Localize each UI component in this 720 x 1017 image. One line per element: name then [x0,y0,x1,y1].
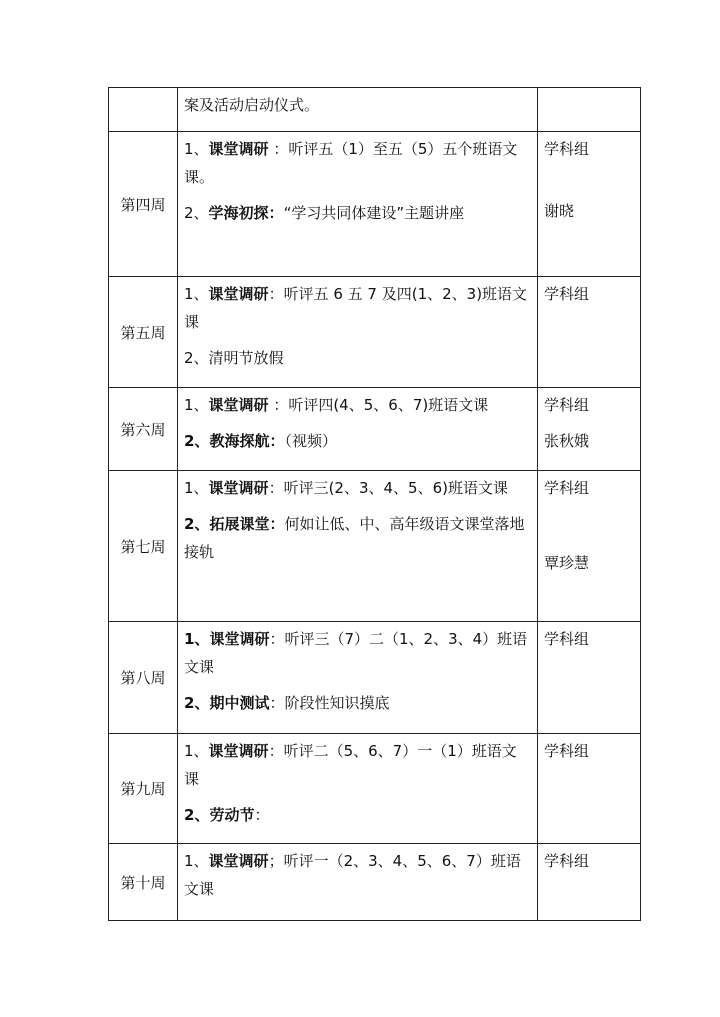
activity-item [184,847,531,903]
owner-name: 学科组 [544,479,590,497]
owner-name: 张秋娥 [544,432,590,450]
item-number: 1、 [184,630,210,648]
content-cell [178,734,538,844]
week-cell: 第十周 [109,844,178,921]
activity-item [184,135,531,191]
activity-text: ： [254,806,270,824]
activity-text: ：听评二（5、6、7）一（1）班语文课 [184,742,517,788]
activity-title: 教海探航： [209,432,285,450]
owner-cell [538,734,641,844]
owner-cell [538,622,641,734]
activity-text: 案及活动启动仪式。 [184,96,320,114]
owner-name: 学科组 [544,852,590,870]
activity-text: ：听评五 6 五 7 及四(1、2、3)班语文课 [184,285,528,331]
activity-text: ：听评三（7）二（1、2、3、4）班语文课 [184,630,528,676]
content-cell [178,622,538,734]
activity-title: 课堂调研 [208,285,269,303]
activity-title: 劳动节 [209,806,255,824]
item-number: 2、 [184,515,210,533]
activity-text: 何如让低、中、高年级语文课堂落地接轨 [184,515,525,561]
owner-name: 学科组 [544,742,590,760]
owner-cell [538,132,641,277]
activity-title: 课堂调研 [209,630,270,648]
table-row [109,471,641,622]
activity-text: ：听评五（1）至五（5）五个班语文课。 [184,140,518,186]
table-row [109,88,641,132]
activity-item [184,427,531,455]
item-number: 1、 [184,479,209,497]
week-cell [109,88,178,132]
activity-item [184,801,531,829]
item-number: 2、 [184,694,210,712]
table-row [109,277,641,388]
item-number: 1、 [184,742,209,760]
activity-text: ；听评一（2、3、4、5、6、7）班语文课 [184,852,521,898]
activity-title: 学海初探： [208,204,284,222]
table-row [109,388,641,471]
table-row [109,622,641,734]
owner-name: 学科组 [544,396,590,414]
activity-item [184,91,531,119]
table-row [109,844,641,921]
activity-title: 课堂调研 [208,140,269,158]
activity-item [184,737,531,793]
content-cell [178,132,538,277]
item-number: 1、 [184,396,209,414]
activity-item [184,391,531,419]
owner-name: 学科组 [544,140,590,158]
content-cell [178,388,538,471]
activity-title: 期中测试 [209,694,270,712]
owner-cell [538,277,641,388]
activity-item [184,689,531,717]
activity-item [184,474,531,502]
activity-text: ：听评三(2、3、4、5、6)班语文课 [268,479,508,497]
week-cell: 第八周 [109,622,178,734]
activity-text: （视频） [284,432,337,450]
activity-item [184,199,531,227]
content-cell [178,844,538,921]
activity-title: 课堂调研 [208,742,269,760]
item-number: 2、 [184,204,209,222]
week-cell: 第四周 [109,132,178,277]
week-cell: 第五周 [109,277,178,388]
item-number: 2、 [184,806,210,824]
activity-title: 课堂调研 [208,852,269,870]
owner-cell [538,88,641,132]
owner-cell [538,471,641,622]
schedule-table [108,87,641,921]
activity-text: ：听评四(4、5、6、7)班语文课 [268,396,489,414]
item-number: 1、 [184,852,209,870]
content-cell [178,277,538,388]
item-number: 2、 [184,432,210,450]
owner-cell [538,844,641,921]
activity-text: ：阶段性知识摸底 [269,694,390,712]
activity-title: 课堂调研 [208,479,269,497]
activity-item [184,510,531,566]
item-number: 2、 [184,349,209,367]
owner-name: 学科组 [544,630,590,648]
activity-title: 拓展课堂： [209,515,285,533]
content-cell [178,471,538,622]
table-row [109,734,641,844]
activity-title: 课堂调研 [208,396,269,414]
week-cell: 第六周 [109,388,178,471]
activity-item [184,625,531,681]
owner-cell [538,388,641,471]
week-cell: 第七周 [109,471,178,622]
owner-name: 学科组 [544,285,590,303]
item-number: 1、 [184,140,209,158]
owner-name: 覃珍慧 [544,554,590,572]
table-row [109,132,641,277]
activity-item [184,280,531,336]
owner-name: 谢晓 [544,202,575,220]
activity-item [184,344,531,372]
content-cell [178,88,538,132]
item-number: 1、 [184,285,209,303]
activity-text: 清明节放假 [208,349,284,367]
week-cell: 第九周 [109,734,178,844]
activity-text: “学习共同体建设”主题讲座 [283,204,465,222]
